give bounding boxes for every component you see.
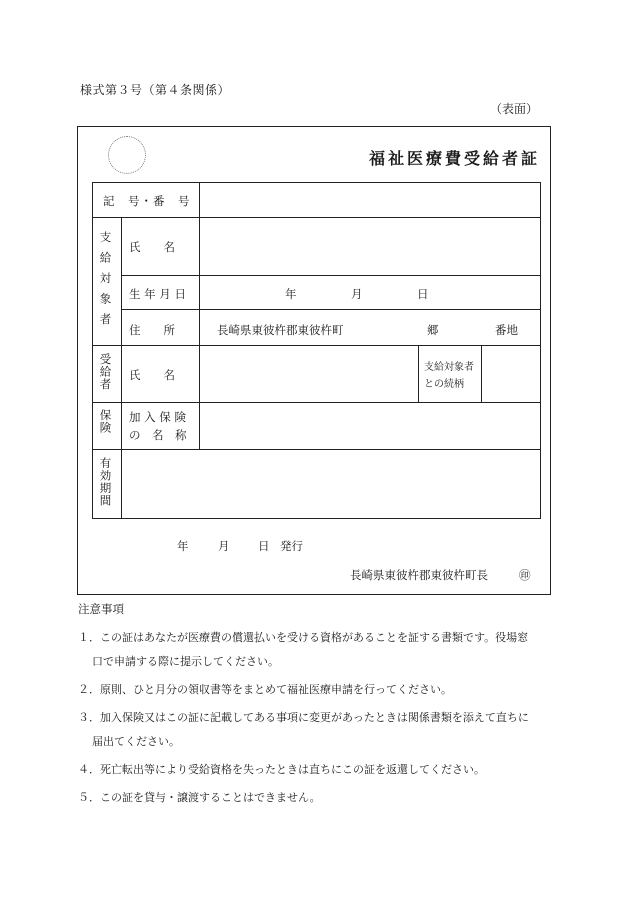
row-divider [121, 309, 540, 310]
kigo-bango-field[interactable] [203, 187, 537, 213]
relation-label-line1: 支給対象者 [424, 362, 474, 373]
address-banchi: 番地 [495, 323, 518, 337]
address-go: 郷 [427, 323, 439, 337]
recipient-group-label: 受給者 [98, 353, 113, 391]
recipient-name-field[interactable] [203, 349, 415, 399]
issue-month-label: 月 [218, 539, 230, 553]
note-item-5 [78, 786, 558, 810]
insurance-label-line1: 加 入 保 険 [129, 410, 186, 424]
shikyu-taishosha-group-label: 支給対象者 [98, 231, 113, 334]
issue-year-label: 年 [177, 539, 189, 553]
birth-day-label: 日 [417, 287, 429, 301]
birth-date-label: 生 年 月 日 [129, 287, 186, 301]
note-item-4-line1: ４．死亡転出等により受給資格を失ったときは直ちにこの証を返還してください。 [78, 763, 485, 776]
row-divider [93, 449, 540, 450]
row-divider [121, 275, 540, 276]
note-item-1-line2: 口で申請する際に提示してください。 [92, 655, 279, 668]
col-divider [199, 183, 200, 449]
insurance-field[interactable] [203, 406, 537, 446]
valid-period-field[interactable] [125, 453, 537, 515]
issuer-name: 長崎県東彼杵郡東彼杵町長 [350, 568, 488, 582]
col-divider [418, 345, 419, 402]
row-divider [93, 217, 540, 218]
kigo-bango-label: 記 号・番 号 [103, 194, 191, 208]
certificate-title: 福祉医療費受給者証 [368, 149, 540, 168]
note-item-2 [78, 678, 558, 702]
side-indicator: （表面） [489, 102, 538, 116]
address-label: 住 所 [129, 323, 175, 337]
col-divider [121, 217, 122, 518]
recipient-name-label: 氏 名 [129, 368, 175, 382]
col-divider [481, 345, 482, 402]
note-item-3-line1: ３．加入保険又はこの証に記載してある事項に変更があったときは関係書類を添えて直ちに [78, 711, 529, 724]
address-prefix: 長崎県東彼杵郡東彼杵町 [217, 323, 344, 337]
certificate-table [92, 182, 541, 519]
stamp-circle [108, 136, 146, 174]
name-field[interactable] [203, 221, 537, 273]
note-item-2-line1: ２．原則、ひと月分の領収書等をまとめて福祉医療申請を行ってください。 [78, 683, 452, 696]
insurance-group-label: 保険 [98, 409, 113, 434]
birth-year-label: 年 [285, 287, 297, 301]
issue-day-label: 日 [258, 539, 270, 553]
birth-month-label: 月 [351, 287, 363, 301]
note-item-1 [78, 626, 558, 674]
name-label: 氏 名 [129, 240, 175, 254]
relation-label-line2: との続柄 [424, 379, 464, 390]
issue-label: 発行 [280, 539, 303, 553]
insurance-label-line2: の 名 称 [129, 428, 187, 442]
row-divider [93, 402, 540, 403]
note-item-1-line1: １．この証はあなたが医療費の償還払いを受ける資格があることを証する書類です。役場窓 [78, 631, 529, 644]
note-item-3-line2: 届出てください。 [92, 735, 180, 748]
valid-period-group-label: 有効期間 [98, 457, 113, 507]
note-item-3 [78, 706, 558, 754]
note-item-5-line1: ５．この証を貸与・譲渡することはできません。 [78, 791, 321, 804]
relation-field[interactable] [485, 349, 537, 399]
row-divider [93, 345, 540, 346]
notes-title: 注意事項 [78, 602, 124, 616]
form-number-label: 様式第３号（第４条関係） [80, 83, 231, 97]
seal-mark: ㊞ [519, 568, 531, 582]
note-item-4 [78, 758, 558, 782]
